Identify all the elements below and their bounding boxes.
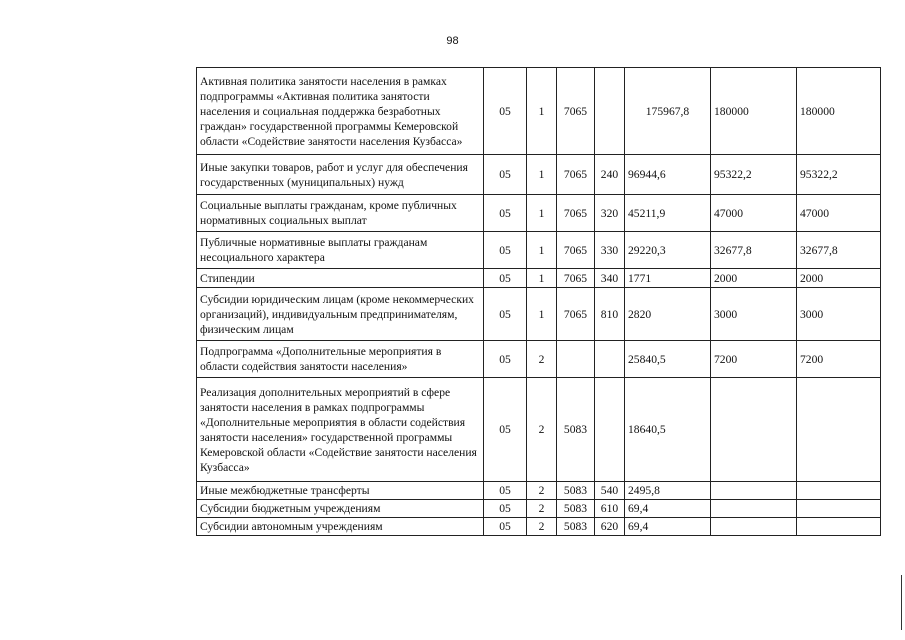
amount-2: 47000	[711, 195, 797, 232]
amount-1: 69,4	[625, 518, 711, 536]
table-row	[197, 378, 881, 482]
amount-2: 180000	[711, 68, 797, 155]
table-row	[197, 500, 881, 518]
table-row	[197, 195, 881, 232]
amount-1: 175967,8	[625, 68, 711, 155]
subsection-code: 1	[527, 155, 557, 195]
row-name: Стипендии	[197, 269, 484, 288]
table-row	[197, 68, 881, 155]
section-code: 05	[484, 341, 527, 378]
amount-1: 2495,8	[625, 482, 711, 500]
section-code: 05	[484, 232, 527, 269]
amount-3	[797, 482, 881, 500]
amount-3	[797, 518, 881, 536]
amount-2: 3000	[711, 288, 797, 341]
section-code: 05	[484, 195, 527, 232]
amount-3: 47000	[797, 195, 881, 232]
section-code: 05	[484, 155, 527, 195]
expense-type: 540	[595, 482, 625, 500]
row-name: Иные закупки товаров, работ и услуг для обеспечения государственных (муниципальных) нужд	[197, 155, 484, 195]
table-row	[197, 232, 881, 269]
table-row	[197, 288, 881, 341]
expense-type: 320	[595, 195, 625, 232]
subsection-code: 2	[527, 378, 557, 482]
subsection-code: 2	[527, 500, 557, 518]
amount-3	[797, 378, 881, 482]
amount-2	[711, 378, 797, 482]
expense-type: 620	[595, 518, 625, 536]
target-code: 7065	[557, 68, 595, 155]
amount-2: 32677,8	[711, 232, 797, 269]
section-code: 05	[484, 500, 527, 518]
subsection-code: 2	[527, 482, 557, 500]
row-name: Субсидии юридическим лицам (кроме некоммерческих организаций), индивидуальным предпринимателям, физическим лицам	[197, 288, 484, 341]
expense-type	[595, 378, 625, 482]
amount-3: 3000	[797, 288, 881, 341]
scan-edge-line	[901, 575, 902, 630]
target-code: 7065	[557, 269, 595, 288]
target-code: 5083	[557, 378, 595, 482]
amount-1: 96944,6	[625, 155, 711, 195]
target-code: 7065	[557, 288, 595, 341]
amount-3: 2000	[797, 269, 881, 288]
row-name: Иные межбюджетные трансферты	[197, 482, 484, 500]
amount-1: 25840,5	[625, 341, 711, 378]
amount-3: 95322,2	[797, 155, 881, 195]
amount-1: 2820	[625, 288, 711, 341]
row-name: Социальные выплаты гражданам, кроме публичных нормативных социальных выплат	[197, 195, 484, 232]
subsection-code: 1	[527, 288, 557, 341]
target-code: 5083	[557, 500, 595, 518]
table-row	[197, 155, 881, 195]
amount-2: 7200	[711, 341, 797, 378]
row-name: Подпрограмма «Дополнительные мероприятия в области содействия занятости населения»	[197, 341, 484, 378]
section-code: 05	[484, 269, 527, 288]
expense-type: 610	[595, 500, 625, 518]
row-name: Реализация дополнительных мероприятий в сфере занятости населения в рамках подпрограммы «Дополнительные мероприятия в области содействия занятости населения» государственной программы Кемеровской области «Содействие занятости населения Кузбасса»	[197, 378, 484, 482]
subsection-code: 1	[527, 232, 557, 269]
target-code: 7065	[557, 195, 595, 232]
section-code: 05	[484, 378, 527, 482]
expense-type	[595, 68, 625, 155]
expense-type: 340	[595, 269, 625, 288]
subsection-code: 2	[527, 518, 557, 536]
amount-2: 2000	[711, 269, 797, 288]
section-code: 05	[484, 518, 527, 536]
expense-type	[595, 341, 625, 378]
subsection-code: 2	[527, 341, 557, 378]
amount-3: 180000	[797, 68, 881, 155]
budget-table	[196, 67, 881, 536]
table-row	[197, 341, 881, 378]
row-name: Субсидии бюджетным учреждениям	[197, 500, 484, 518]
amount-1: 18640,5	[625, 378, 711, 482]
row-name: Публичные нормативные выплаты гражданам несоциального характера	[197, 232, 484, 269]
expense-type: 810	[595, 288, 625, 341]
row-name: Активная политика занятости населения в рамках подпрограммы «Активная политика занятости населения и социальная поддержка безработных граждан» государственной программы Кемеровской области «Содействие занятости населения Кузбасса»	[197, 68, 484, 155]
section-code: 05	[484, 68, 527, 155]
target-code: 7065	[557, 232, 595, 269]
expense-type: 240	[595, 155, 625, 195]
amount-3: 32677,8	[797, 232, 881, 269]
amount-2	[711, 482, 797, 500]
page-number: 98	[446, 35, 459, 47]
table-row	[197, 269, 881, 288]
table-row	[197, 482, 881, 500]
target-code: 5083	[557, 482, 595, 500]
section-code: 05	[484, 288, 527, 341]
subsection-code: 1	[527, 68, 557, 155]
target-code: 5083	[557, 518, 595, 536]
target-code	[557, 341, 595, 378]
amount-2: 95322,2	[711, 155, 797, 195]
subsection-code: 1	[527, 269, 557, 288]
amount-1: 1771	[625, 269, 711, 288]
amount-2	[711, 518, 797, 536]
amount-1: 45211,9	[625, 195, 711, 232]
amount-3	[797, 500, 881, 518]
amount-2	[711, 500, 797, 518]
amount-1: 29220,3	[625, 232, 711, 269]
row-name: Субсидии автономным учреждениям	[197, 518, 484, 536]
section-code: 05	[484, 482, 527, 500]
table-row	[197, 518, 881, 536]
amount-3: 7200	[797, 341, 881, 378]
expense-type: 330	[595, 232, 625, 269]
subsection-code: 1	[527, 195, 557, 232]
amount-1: 69,4	[625, 500, 711, 518]
target-code: 7065	[557, 155, 595, 195]
